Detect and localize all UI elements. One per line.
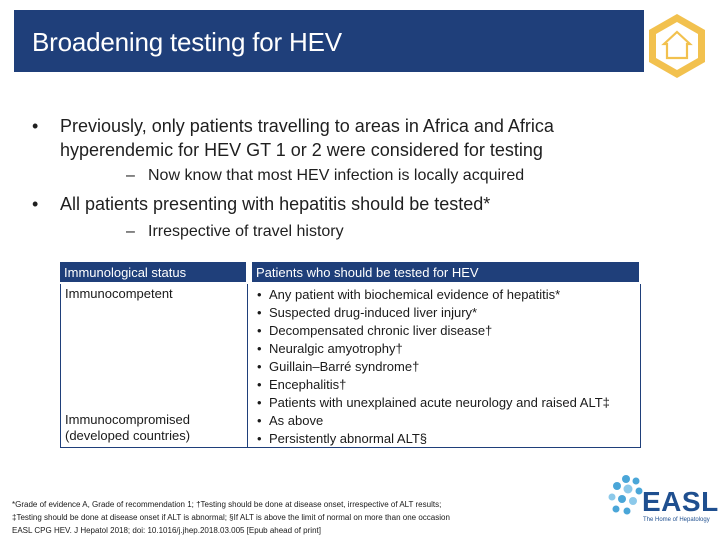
patient-criterion: Decompensated chronic liver disease† bbox=[269, 323, 493, 338]
patient-criterion: Patients with unexplained acute neurology and raised ALT‡ bbox=[269, 395, 610, 410]
patient-criterion: Encephalitis† bbox=[269, 377, 347, 392]
column-divider bbox=[246, 262, 252, 282]
easl-wordmark: EASL bbox=[642, 486, 719, 517]
list-bullet: • bbox=[257, 341, 262, 356]
header-patients-to-test: Patients who should be tested for HEV bbox=[256, 265, 479, 280]
footnote-line: *Grade of evidence A, Grade of recommendation 1; †Testing should be done at disease onset, irrespective of ALT results; bbox=[12, 500, 442, 509]
page-title: Broadening testing for HEV bbox=[32, 27, 342, 57]
list-bullet: • bbox=[257, 395, 262, 410]
bullet-marker: • bbox=[32, 194, 39, 214]
bullet-2-text: All patients presenting with hepatitis should be tested* bbox=[60, 194, 491, 214]
list-bullet: • bbox=[257, 323, 262, 338]
table-body bbox=[60, 284, 641, 448]
patient-criterion: As above bbox=[269, 413, 324, 428]
sub-bullet-2-text: Irrespective of travel history bbox=[148, 223, 344, 240]
patient-criterion: Persistently abnormal ALT§ bbox=[269, 431, 427, 446]
patient-criterion: Neuralgic amyotrophy† bbox=[269, 341, 403, 356]
list-bullet: • bbox=[257, 287, 262, 302]
title-bar bbox=[14, 10, 644, 72]
bullet-marker: • bbox=[32, 116, 39, 136]
header-immunological-status: Immunological status bbox=[64, 265, 187, 280]
patient-criterion: Suspected drug-induced liver injury* bbox=[269, 305, 478, 320]
patient-criterion: Guillain–Barré syndrome† bbox=[269, 359, 420, 374]
easl-tagline: The Home of Hepatology bbox=[643, 517, 710, 523]
easl-logo bbox=[606, 472, 719, 530]
sub-bullet-1-text: Now know that most HEV infection is locally acquired bbox=[148, 167, 525, 184]
list-bullet: • bbox=[257, 305, 262, 320]
list-bullet: • bbox=[257, 377, 262, 392]
list-bullet: • bbox=[257, 431, 262, 446]
sub-bullet-marker: – bbox=[126, 223, 135, 240]
status-immunocompetent: Immunocompetent bbox=[65, 286, 173, 301]
home-icon[interactable] bbox=[646, 12, 708, 80]
list-bullet: • bbox=[257, 413, 262, 428]
citation: EASL CPG HEV. J Hepatol 2018; doi: 10.1016/j.jhep.2018.03.005 [Epub ahead of print] bbox=[12, 526, 321, 535]
status-immunocompromised: Immunocompromised (developed countries) bbox=[65, 412, 191, 443]
sub-bullet-marker: – bbox=[126, 167, 135, 184]
body-divider bbox=[247, 284, 254, 447]
footnotes bbox=[12, 498, 450, 537]
list-bullet: • bbox=[257, 359, 262, 374]
table-header bbox=[60, 262, 639, 282]
patient-criterion: Any patient with biochemical evidence of hepatitis* bbox=[269, 287, 561, 302]
bullet-1-text: Previously, only patients travelling to areas in Africa and Africa hyperendemic for HEV GT 1 or 2 were considered for testing bbox=[60, 116, 554, 160]
footnote-line: ‡Testing should be done at disease onset if ALT is abnormal; §If ALT is above the limit of normal on more than one occasion bbox=[12, 513, 450, 522]
